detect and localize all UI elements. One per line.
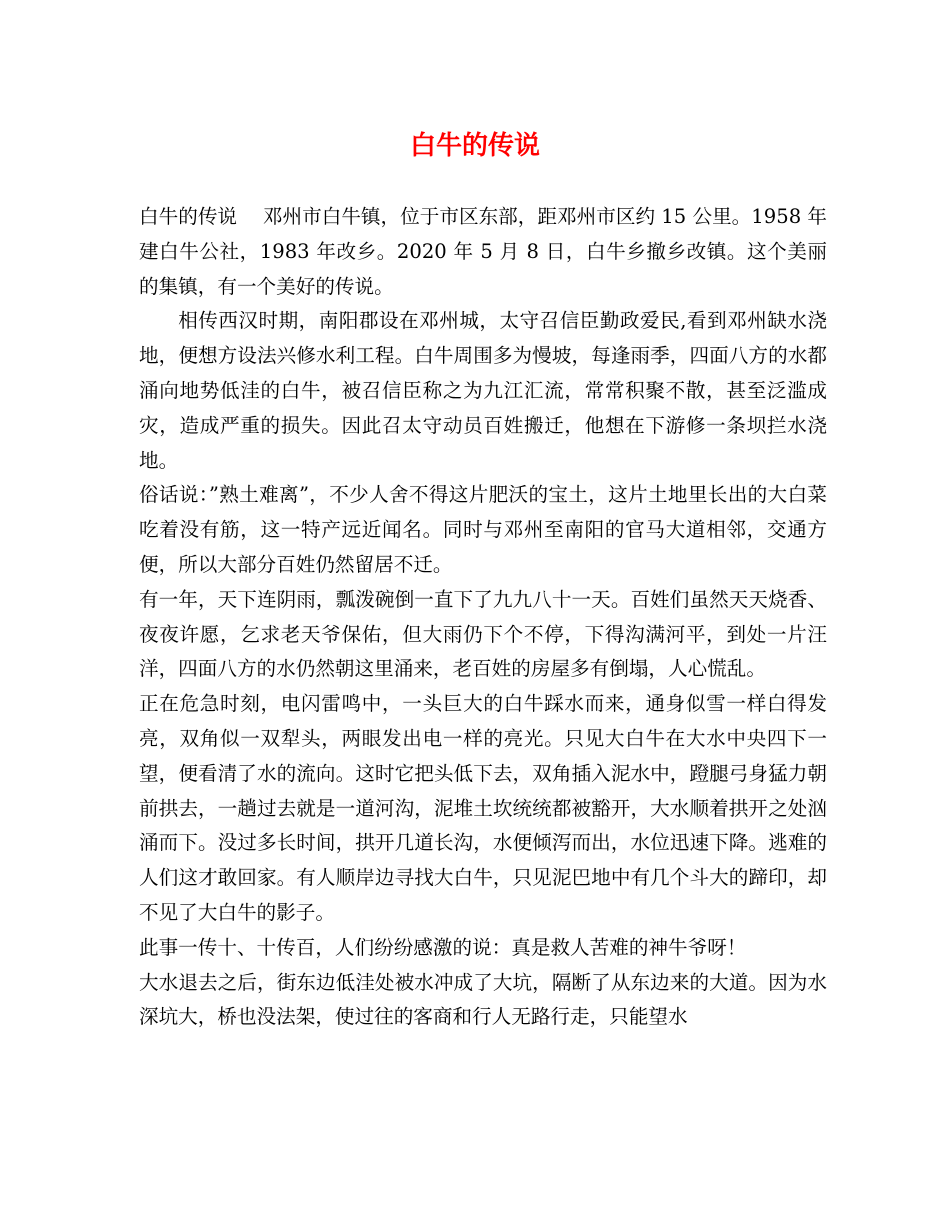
paragraph-gratitude: 此事一传十、十传百，人们纷纷感激的说：真是救人苦难的神牛爷呀！ <box>139 935 747 959</box>
paragraph-legend-origin: 相传西汉时期，南阳郡设在邓州城，太守召信臣勤政爱民,看到邓州缺水浇地，便想方设法兴修水利工程。白牛周围多为慢坡，每逢雨季，四面八方的水都涌向地势低洼的白牛，被召信臣称之为九江汇流，常常积聚不散，甚至泛滥成灾，造成严重的损失。因此召太守动员百姓搬迁，他想在下游修一条坝拦水浇地。 <box>139 309 827 472</box>
document-body <box>139 200 827 1035</box>
paragraph-rain: 有一年，天下连阴雨，瓢泼碗倒一直下了九九八十一天。百姓们虽然天天烧香、夜夜许愿，乞求老天爷保佑，但大雨仍下个不停，下得沟满河平，到处一片汪洋，四面八方的水仍然朝这里涌来，老百姓的房屋多有倒塌，人心慌乱。 <box>139 587 827 681</box>
paragraph-aftermath: 大水退去之后，街东边低洼处被水冲成了大坑，隔断了从东边来的大道。因为水深坑大，桥也没法架，使过往的客商和行人无路行走，只能望水 <box>139 970 827 1029</box>
paragraph-intro: 白牛的传说 邓州市白牛镇，位于市区东部，距邓州市区约 15 公里。1958 年建白牛公社，1983 年改乡。2020 年 5 月 8 日，白牛乡撤乡改镇。这个美丽的集镇，有一个美好的传说。 <box>139 205 827 298</box>
document-title: 白牛的传说 <box>409 131 540 161</box>
paragraph-white-ox: 正在危急时刻，电闪雷鸣中，一头巨大的白牛踩水而来，通身似雪一样白得发亮，双角似一双犁头，两眼发出电一样的亮光。只见大白牛在大水中央四下一望，便看清了水的流向。这时它把头低下去，双角插入泥水中，蹬腿弓身猛力朝前拱去，一趟过去就是一道河沟，泥堆土坎统统都被豁开，大水顺着拱开之处汹涌而下。没过多长时间，拱开几道长沟，水便倾泻而出，水位迅速下降。逃难的人们这才敢回家。有人顺岸边寻找大白牛，只见泥巴地中有几个斗大的蹄印，却不见了大白牛的影子。 <box>139 692 827 924</box>
paragraph-proverb: 俗话说：”熟土难离”，不少人舍不得这片肥沃的宝土，这片土地里长出的大白菜吃着没有筋，这一特产远近闻名。同时与邓州至南阳的官马大道相邻，交通方便，所以大部分百姓仍然留居不迁。 <box>139 483 827 576</box>
